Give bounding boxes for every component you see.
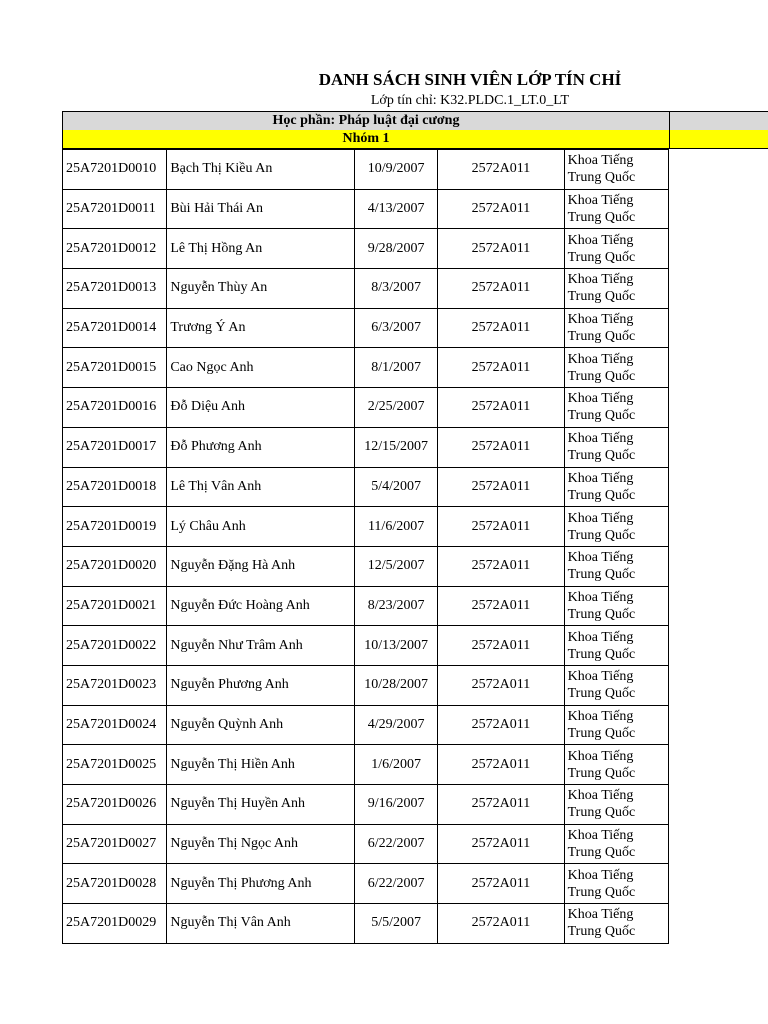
student-faculty-cell: Khoa Tiếng Trung Quốc xyxy=(564,785,668,825)
student-faculty-cell: Khoa Tiếng Trung Quốc xyxy=(564,626,668,666)
student-name-cell: Đỗ Phương Anh xyxy=(167,427,355,467)
document-subtitle: Lớp tín chỉ: K32.PLDC.1_LT.0_LT xyxy=(370,93,570,108)
student-dob-cell: 6/3/2007 xyxy=(354,308,437,348)
student-class-cell: 2572A011 xyxy=(438,785,564,825)
student-name-cell: Nguyễn Thị Hiền Anh xyxy=(167,745,355,785)
student-dob-cell: 12/5/2007 xyxy=(354,546,437,586)
student-name-cell: Lý Châu Anh xyxy=(167,507,355,547)
student-id-cell: 25A7201D0011 xyxy=(63,189,167,229)
student-id-cell: 25A7201D0015 xyxy=(63,348,167,388)
student-dob-cell: 10/9/2007 xyxy=(354,150,437,190)
student-class-cell: 2572A011 xyxy=(438,824,564,864)
student-name-cell: Lê Thị Vân Anh xyxy=(167,467,355,507)
student-dob-cell: 4/29/2007 xyxy=(354,705,437,745)
table-row xyxy=(63,229,669,269)
student-id-cell: 25A7201D0028 xyxy=(63,864,167,904)
student-faculty-cell: Khoa Tiếng Trung Quốc xyxy=(564,507,668,547)
student-id-cell: 25A7201D0027 xyxy=(63,824,167,864)
table-row xyxy=(63,665,669,705)
table-row xyxy=(63,507,669,547)
student-class-cell: 2572A011 xyxy=(438,864,564,904)
table-row xyxy=(63,546,669,586)
table-row xyxy=(63,785,669,825)
student-faculty-cell: Khoa Tiếng Trung Quốc xyxy=(564,388,668,428)
student-name-cell: Nguyễn Thị Phương Anh xyxy=(167,864,355,904)
student-class-cell: 2572A011 xyxy=(438,665,564,705)
student-dob-cell: 10/13/2007 xyxy=(354,626,437,666)
student-class-cell: 2572A011 xyxy=(438,546,564,586)
table-row xyxy=(63,864,669,904)
document-title: DANH SÁCH SINH VIÊN LỚP TÍN CHỈ xyxy=(318,70,622,89)
student-class-cell: 2572A011 xyxy=(438,586,564,626)
student-dob-cell: 8/23/2007 xyxy=(354,586,437,626)
table-row xyxy=(63,269,669,309)
student-id-cell: 25A7201D0012 xyxy=(63,229,167,269)
student-faculty-cell: Khoa Tiếng Trung Quốc xyxy=(564,546,668,586)
student-name-cell: Trương Ý An xyxy=(167,308,355,348)
student-dob-cell: 8/1/2007 xyxy=(354,348,437,388)
student-id-cell: 25A7201D0020 xyxy=(63,546,167,586)
table-row xyxy=(63,467,669,507)
student-class-cell: 2572A011 xyxy=(438,308,564,348)
student-dob-cell: 5/4/2007 xyxy=(354,467,437,507)
student-name-cell: Bạch Thị Kiều An xyxy=(167,150,355,190)
student-id-cell: 25A7201D0018 xyxy=(63,467,167,507)
subject-header: Học phần: Pháp luật đại cương xyxy=(62,112,670,130)
student-dob-cell: 11/6/2007 xyxy=(354,507,437,547)
student-faculty-cell: Khoa Tiếng Trung Quốc xyxy=(564,904,668,944)
student-name-cell: Nguyễn Thị Huyền Anh xyxy=(167,785,355,825)
student-id-cell: 25A7201D0014 xyxy=(63,308,167,348)
table-row xyxy=(63,427,669,467)
student-faculty-cell: Khoa Tiếng Trung Quốc xyxy=(564,269,668,309)
student-name-cell: Nguyễn Đặng Hà Anh xyxy=(167,546,355,586)
student-name-cell: Đỗ Diệu Anh xyxy=(167,388,355,428)
student-faculty-cell: Khoa Tiếng Trung Quốc xyxy=(564,308,668,348)
table-row xyxy=(63,904,669,944)
table-row xyxy=(63,348,669,388)
student-class-cell: 2572A011 xyxy=(438,229,564,269)
student-dob-cell: 6/22/2007 xyxy=(354,864,437,904)
table-row xyxy=(63,705,669,745)
student-id-cell: 25A7201D0023 xyxy=(63,665,167,705)
student-dob-cell: 9/16/2007 xyxy=(354,785,437,825)
student-class-cell: 2572A011 xyxy=(438,467,564,507)
student-faculty-cell: Khoa Tiếng Trung Quốc xyxy=(564,150,668,190)
student-id-cell: 25A7201D0016 xyxy=(63,388,167,428)
table-row xyxy=(63,626,669,666)
student-class-cell: 2572A011 xyxy=(438,705,564,745)
student-faculty-cell: Khoa Tiếng Trung Quốc xyxy=(564,864,668,904)
student-id-cell: 25A7201D0017 xyxy=(63,427,167,467)
student-name-cell: Nguyễn Phương Anh xyxy=(167,665,355,705)
table-row xyxy=(63,388,669,428)
student-dob-cell: 1/6/2007 xyxy=(354,745,437,785)
student-faculty-cell: Khoa Tiếng Trung Quốc xyxy=(564,586,668,626)
student-dob-cell: 6/22/2007 xyxy=(354,824,437,864)
student-class-cell: 2572A011 xyxy=(438,348,564,388)
student-id-cell: 25A7201D0019 xyxy=(63,507,167,547)
student-id-cell: 25A7201D0021 xyxy=(63,586,167,626)
student-class-cell: 2572A011 xyxy=(438,507,564,547)
student-id-cell: 25A7201D0029 xyxy=(63,904,167,944)
student-class-cell: 2572A011 xyxy=(438,626,564,666)
student-class-cell: 2572A011 xyxy=(438,189,564,229)
student-dob-cell: 8/3/2007 xyxy=(354,269,437,309)
student-faculty-cell: Khoa Tiếng Trung Quốc xyxy=(564,824,668,864)
student-name-cell: Lê Thị Hồng An xyxy=(167,229,355,269)
student-faculty-cell: Khoa Tiếng Trung Quốc xyxy=(564,705,668,745)
table-row xyxy=(63,150,669,190)
group-header-row xyxy=(62,130,768,149)
student-faculty-cell: Khoa Tiếng Trung Quốc xyxy=(564,229,668,269)
student-faculty-cell: Khoa Tiếng Trung Quốc xyxy=(564,189,668,229)
student-class-cell: 2572A011 xyxy=(438,388,564,428)
student-faculty-cell: Khoa Tiếng Trung Quốc xyxy=(564,665,668,705)
student-id-cell: 25A7201D0022 xyxy=(63,626,167,666)
group-header: Nhóm 1 xyxy=(62,130,670,148)
student-name-cell: Nguyễn Đức Hoàng Anh xyxy=(167,586,355,626)
student-name-cell: Nguyễn Thùy An xyxy=(167,269,355,309)
student-class-cell: 2572A011 xyxy=(438,269,564,309)
student-id-cell: 25A7201D0013 xyxy=(63,269,167,309)
table-row xyxy=(63,745,669,785)
student-faculty-cell: Khoa Tiếng Trung Quốc xyxy=(564,745,668,785)
student-table xyxy=(62,149,669,944)
student-dob-cell: 12/15/2007 xyxy=(354,427,437,467)
student-class-cell: 2572A011 xyxy=(438,427,564,467)
student-name-cell: Nguyễn Như Trâm Anh xyxy=(167,626,355,666)
student-name-cell: Nguyễn Quỳnh Anh xyxy=(167,705,355,745)
student-name-cell: Cao Ngọc Anh xyxy=(167,348,355,388)
student-name-cell: Nguyễn Thị Vân Anh xyxy=(167,904,355,944)
subject-header-row xyxy=(62,111,768,131)
student-dob-cell: 2/25/2007 xyxy=(354,388,437,428)
student-dob-cell: 10/28/2007 xyxy=(354,665,437,705)
student-name-cell: Bùi Hải Thái An xyxy=(167,189,355,229)
student-dob-cell: 4/13/2007 xyxy=(354,189,437,229)
student-faculty-cell: Khoa Tiếng Trung Quốc xyxy=(564,348,668,388)
student-name-cell: Nguyễn Thị Ngọc Anh xyxy=(167,824,355,864)
student-id-cell: 25A7201D0024 xyxy=(63,705,167,745)
table-row xyxy=(63,586,669,626)
student-id-cell: 25A7201D0026 xyxy=(63,785,167,825)
student-id-cell: 25A7201D0010 xyxy=(63,150,167,190)
table-row xyxy=(63,824,669,864)
student-class-cell: 2572A011 xyxy=(438,745,564,785)
student-class-cell: 2572A011 xyxy=(438,904,564,944)
student-class-cell: 2572A011 xyxy=(438,150,564,190)
student-id-cell: 25A7201D0025 xyxy=(63,745,167,785)
student-faculty-cell: Khoa Tiếng Trung Quốc xyxy=(564,427,668,467)
student-dob-cell: 5/5/2007 xyxy=(354,904,437,944)
table-row xyxy=(63,189,669,229)
table-row xyxy=(63,308,669,348)
student-faculty-cell: Khoa Tiếng Trung Quốc xyxy=(564,467,668,507)
student-dob-cell: 9/28/2007 xyxy=(354,229,437,269)
